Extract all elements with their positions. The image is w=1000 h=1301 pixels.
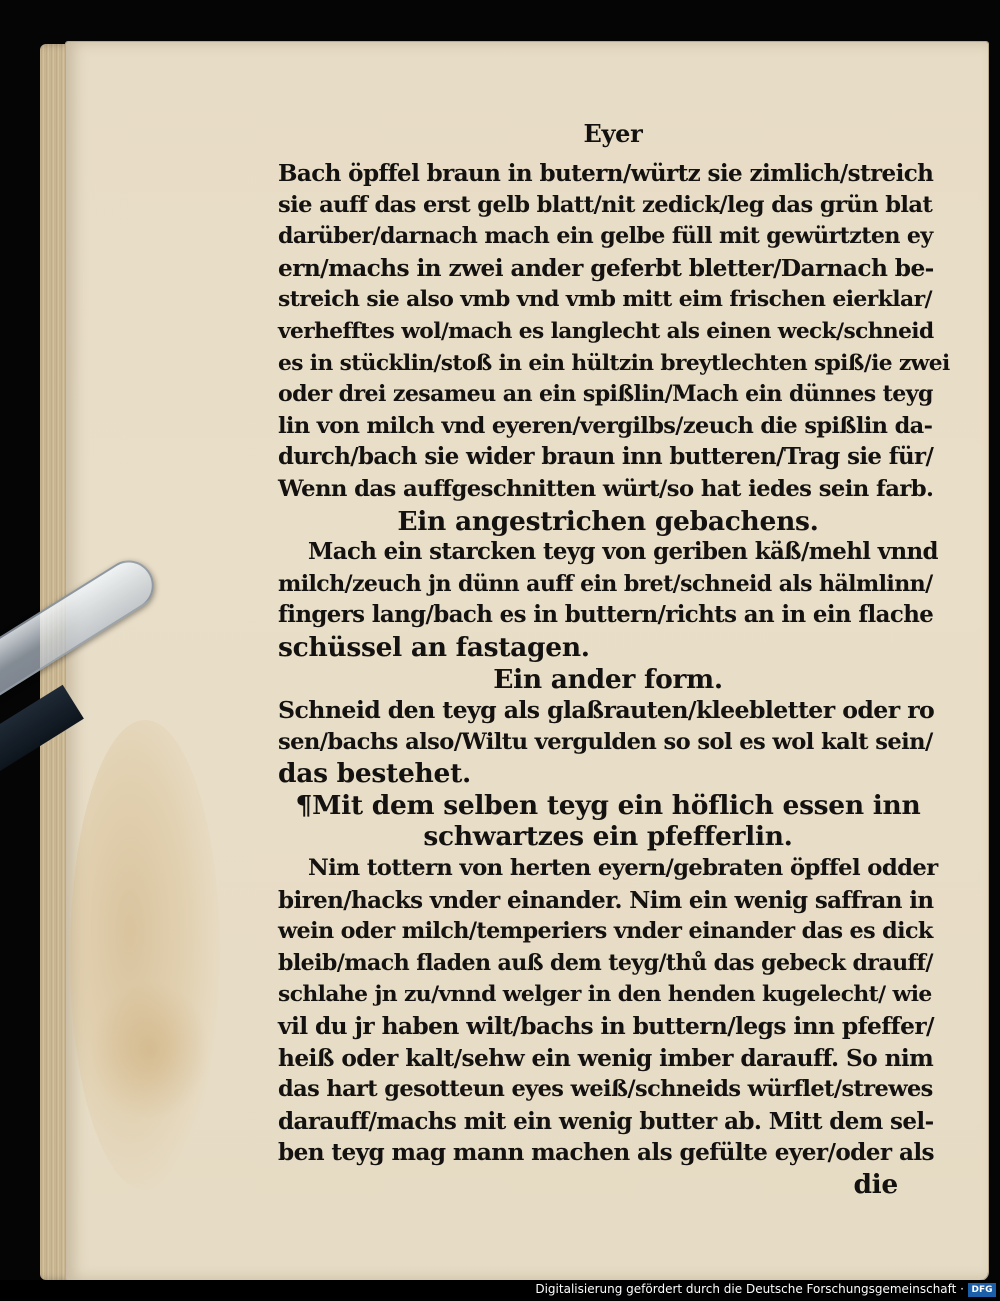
text-line: sen/bachs also/Wiltu vergulden so sol es wol kalt sein/: [278, 728, 933, 755]
text-line: vil du jr haben wilt/bachs in buttern/legs inn pfeffer/: [278, 1013, 934, 1041]
dfg-logo-icon: DFG: [968, 1283, 996, 1297]
funding-credit: Digitalisierung gefördert durch die Deutsche Forschungsgemeinschaft ·: [535, 1282, 964, 1296]
section-heading: schwartzes ein pfefferlin.: [423, 821, 793, 853]
text-line: Schneid den teyg als glaßrauten/kleebletter oder ro: [278, 696, 935, 725]
text-line: Nim tottern von herten eyern/gebraten öpffel odder: [308, 855, 938, 882]
text-line: Bach öpffel braun in butern/würtz sie zimlich/streich: [278, 160, 934, 187]
text-line: wein oder milch/temperiers vnder einander das es dick: [278, 918, 933, 945]
text-line: schlahe jn zu/vnnd welger in den henden kugelecht/ wie: [278, 982, 932, 1008]
text-line: verhefftes wol/mach es langlecht als einen weck/schneid: [278, 318, 934, 344]
text-line: Wenn das auffgeschnitten würt/so hat iedes sein farb.: [278, 475, 934, 502]
paragraph-4: [278, 853, 938, 1169]
text-line: biren/hacks vnder einander. Nim ein wenig saffran in: [278, 886, 934, 914]
running-head: Eyer: [583, 119, 643, 148]
text-line: fingers lang/bach es in buttern/richts an in ein flache: [278, 602, 934, 629]
text-line: schüssel an fastagen.: [278, 631, 590, 663]
paragraph-3: [278, 695, 938, 790]
text-line: lin von milch vnd eyeren/vergilbs/zeuch die spißlin da-: [278, 412, 933, 439]
text-line: es in stücklin/stoß in ein hültzin breytlechten spiß/ie zwei: [278, 350, 950, 376]
text-line: streich sie also vmb vnd vmb mitt eim frischen eierklar/: [278, 286, 932, 313]
text-line: das hart gesotteun eyes weiß/schneids würflet/strewes: [278, 1076, 933, 1103]
text-line: bleib/mach fladen auß dem teyg/thů das gebeck drauff/: [278, 949, 933, 976]
paragraph-1: [278, 158, 950, 506]
text-line: sie auff das erst gelb blatt/nit zedick/leg das grün blat: [278, 191, 933, 218]
text-line: ben teyg mag mann machen als gefülte eyer/oder als: [278, 1139, 934, 1167]
text-line: darauff/machs mit ein wenig butter ab. Mitt dem sel-: [278, 1107, 934, 1135]
water-stain-lower: [90, 980, 210, 1120]
text-line: heiß oder kalt/sehw ein wenig imber darauff. So nim: [278, 1044, 934, 1072]
text-line: Mach ein starcken teyg von geriben käß/mehl vnnd: [308, 539, 938, 566]
section-heading: Ein angestrichen gebachens.: [397, 505, 819, 537]
text-line: das bestehet.: [278, 758, 471, 790]
text-line: oder drei zesameu an ein spißlin/Mach ein dünnes teyg: [278, 381, 933, 408]
page-text: [278, 110, 950, 1201]
paragraph-2: [278, 537, 938, 663]
section-heading: ¶Mit dem selben teyg ein höflich essen inn: [295, 789, 921, 821]
text-line: durch/bach sie wider braun inn butteren/Trag sie für/: [278, 444, 934, 471]
text-line: darüber/darnach mach ein gelbe füll mit gewürtzten ey: [278, 223, 933, 250]
text-line: ern/machs in zwei ander geferbt bletter/Darnach be-: [278, 254, 934, 282]
section-heading: Ein ander form.: [493, 663, 723, 695]
catchword: die: [853, 1169, 898, 1200]
text-line: milch/zeuch jn dünn auff ein bret/schneid als hälmlinn/: [278, 570, 933, 597]
